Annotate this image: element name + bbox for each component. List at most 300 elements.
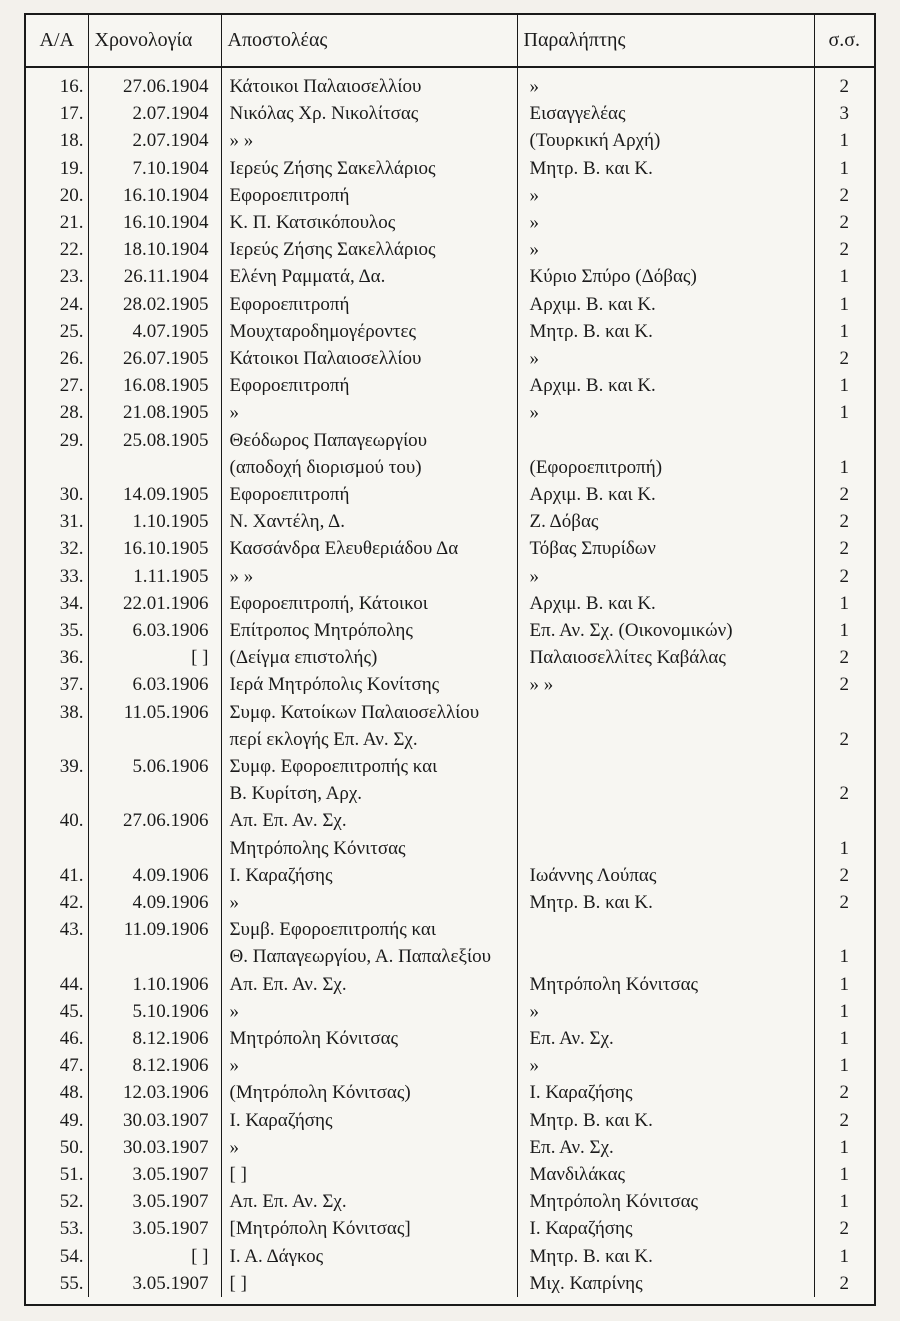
entry-number: 21. (59, 212, 84, 234)
entry-date: 5.10.1906 (88, 998, 221, 1025)
entry-sender (221, 399, 517, 426)
entry-date: 27.06.1906 (88, 807, 221, 861)
pages-value: 2 (839, 76, 849, 97)
recipient-line (530, 835, 814, 862)
table-row (26, 481, 874, 508)
entry-date: 11.09.1906 (88, 916, 221, 970)
sender-line: Ι. Καραζήσης (229, 864, 333, 886)
table-row (26, 1215, 874, 1242)
entry-number: 48. (59, 1082, 84, 1104)
recipient-line: » (529, 76, 539, 97)
entry-recipient (517, 1270, 814, 1297)
recipient-line: » (529, 212, 539, 234)
recipient-line (530, 726, 814, 753)
entry-pages (814, 1188, 874, 1215)
table-row (26, 1270, 874, 1297)
entry-pages (814, 1215, 874, 1242)
entry-number: 34. (59, 592, 84, 614)
entry-date: 22.01.1906 (88, 590, 221, 617)
table-row (26, 617, 874, 644)
recipient-line: Επ. Αν. Σχ. (529, 1136, 614, 1158)
pages-value: 2 (839, 1218, 849, 1240)
entry-number: 32. (59, 538, 84, 560)
sender-line: Εφοροεπιτροπή, Κάτοικοι (229, 592, 428, 614)
entry-pages (814, 699, 874, 753)
recipient-line: Εισαγγελέας (529, 103, 626, 125)
entry-sender (221, 563, 517, 590)
entry-number: 36. (59, 647, 84, 669)
table-row (26, 535, 874, 562)
entry-date: 8.12.1906 (88, 1025, 221, 1052)
entry-recipient (517, 127, 814, 154)
entry-sender (221, 1052, 517, 1079)
sender-line: Μουχταροδημογέροντες (229, 320, 416, 342)
entry-date: 28.02.1905 (88, 291, 221, 318)
entry-date: 26.07.1905 (88, 345, 221, 372)
entry-number: 17. (59, 103, 84, 125)
sender-line: Επίτροπος Μητρόπολης (229, 620, 413, 642)
entry-pages (814, 1107, 874, 1134)
entry-pages (814, 1243, 874, 1270)
entry-pages (814, 291, 874, 318)
entry-recipient (517, 236, 814, 263)
entry-pages (814, 318, 874, 345)
sender-line: Κάτοικοι Παλαιοσελλίου (229, 76, 422, 97)
entry-recipient (517, 862, 814, 889)
entry-number: 47. (59, 1055, 84, 1077)
entry-number: 23. (59, 266, 84, 288)
sender-line: Εφοροεπιτροπή (229, 375, 350, 397)
entry-pages (814, 916, 874, 970)
entry-sender (221, 1270, 517, 1297)
sender-line: [Μητρόπολη Κόνιτσας] (229, 1218, 411, 1240)
entry-sender (221, 1025, 517, 1052)
entry-pages (814, 100, 874, 127)
pages-value: 1 (839, 973, 849, 995)
entry-recipient (517, 535, 814, 562)
sender-line: Νικόλας Χρ. Νικολίτσας (229, 103, 419, 125)
recipient-line: » (529, 1055, 539, 1077)
sender-line: περί εκλογής Επ. Αν. Σχ. (229, 728, 418, 750)
table-row (26, 100, 874, 127)
entry-date: 16.10.1904 (88, 182, 221, 209)
header-sender: Αποστολέας (221, 15, 517, 67)
entry-pages (814, 1052, 874, 1079)
entry-recipient (517, 263, 814, 290)
pages-value: 1 (839, 320, 849, 342)
entry-number: 22. (59, 239, 84, 261)
letters-table (26, 15, 874, 1297)
sender-line: Κάτοικοι Παλαιοσελλίου (229, 348, 422, 370)
sender-line: Ι. Α. Δάγκος (229, 1245, 324, 1267)
recipient-line: Ζ. Δόβας (529, 511, 599, 533)
recipient-line: Αρχιμ. Β. και Κ. (529, 375, 656, 397)
recipient-line: Τόβας Σπυρίδων (529, 538, 656, 560)
letters-table-frame (24, 13, 876, 1306)
entry-recipient (517, 209, 814, 236)
table-row (26, 182, 874, 209)
entry-date: 7.10.1904 (88, 155, 221, 182)
entry-pages (814, 263, 874, 290)
entry-sender (221, 1107, 517, 1134)
recipient-line: Μιχ. Καπρίνης (529, 1272, 643, 1294)
entry-number: 19. (59, 157, 84, 179)
entry-pages (814, 590, 874, 617)
entry-date: 16.08.1905 (88, 372, 221, 399)
table-row (26, 671, 874, 698)
entry-number: 16. (59, 76, 84, 97)
entry-number: 51. (59, 1163, 84, 1185)
table-row (26, 916, 874, 970)
pages-value: 1 (839, 375, 849, 397)
entry-sender (221, 916, 517, 970)
entry-recipient (517, 699, 814, 753)
entry-date: 1.10.1905 (88, 508, 221, 535)
sender-line: Κασσάνδρα Ελευθεριάδου Δα (229, 538, 459, 560)
pages-value: 1 (839, 1027, 849, 1049)
entry-date: 6.03.1906 (88, 617, 221, 644)
table-row (26, 155, 874, 182)
pages-value: 1 (839, 946, 849, 968)
entry-number: 33. (59, 565, 84, 587)
entry-number: 25. (59, 320, 84, 342)
pages-value: 1 (839, 293, 849, 315)
entry-number: 24. (59, 293, 84, 315)
entry-pages (814, 182, 874, 209)
entry-pages (814, 508, 874, 535)
recipient-line: Επ. Αν. Σχ. (Οικονομικών) (529, 620, 733, 642)
entry-sender (221, 671, 517, 698)
pages-value: 2 (839, 538, 849, 560)
pages-value: 1 (839, 1136, 849, 1158)
entry-date: 4.07.1905 (88, 318, 221, 345)
entry-recipient (517, 1079, 814, 1106)
pages-value: 1 (839, 402, 849, 424)
entry-sender (221, 998, 517, 1025)
recipient-line: Αρχιμ. Β. και Κ. (529, 592, 656, 614)
entry-pages (814, 155, 874, 182)
sender-line: Ιερά Μητρόπολις Κονίτσης (229, 674, 440, 696)
table-row (26, 67, 874, 100)
recipient-line: » (529, 184, 539, 206)
recipient-line: Μανδιλάκας (529, 1163, 626, 1185)
pages-spacer (815, 427, 875, 454)
entry-sender (221, 372, 517, 399)
table-row (26, 345, 874, 372)
entry-recipient (517, 291, 814, 318)
pages-value: 1 (839, 592, 849, 614)
entry-number: 44. (59, 973, 84, 995)
recipient-line: Κύριο Σπύρο (Δόβας) (529, 266, 697, 288)
recipient-line: Αρχιμ. Β. και Κ. (529, 293, 656, 315)
table-row (26, 1161, 874, 1188)
entry-sender (221, 1215, 517, 1242)
table-row (26, 372, 874, 399)
entry-sender (221, 127, 517, 154)
entry-date: 1.11.1905 (88, 563, 221, 590)
table-row (26, 998, 874, 1025)
entry-recipient (517, 1188, 814, 1215)
entry-pages (814, 127, 874, 154)
table-row (26, 318, 874, 345)
entry-number: 50. (59, 1136, 84, 1158)
entry-sender (221, 971, 517, 998)
sender-line: » » (229, 130, 254, 152)
pages-value: 1 (839, 1055, 849, 1077)
recipient-line: » (529, 402, 539, 424)
table-row (26, 1107, 874, 1134)
entry-recipient (517, 617, 814, 644)
pages-value: 1 (839, 456, 849, 478)
entry-sender (221, 236, 517, 263)
table-row (26, 644, 874, 671)
entry-date: 27.06.1904 (88, 67, 221, 100)
entry-sender (221, 318, 517, 345)
pages-value: 1 (839, 1191, 849, 1213)
entry-pages (814, 563, 874, 590)
entry-recipient (517, 998, 814, 1025)
entry-pages (814, 481, 874, 508)
recipient-line: » (529, 239, 539, 261)
entry-date: 6.03.1906 (88, 671, 221, 698)
entry-sender (221, 1188, 517, 1215)
entry-recipient (517, 1134, 814, 1161)
table-row (26, 263, 874, 290)
entry-recipient (517, 399, 814, 426)
entry-pages (814, 236, 874, 263)
table-row (26, 1243, 874, 1270)
entry-recipient (517, 671, 814, 698)
entry-sender (221, 753, 517, 807)
entry-date: 3.05.1907 (88, 1215, 221, 1242)
entry-sender (221, 427, 517, 481)
pages-value: 2 (839, 891, 849, 913)
sender-line: » (229, 891, 239, 913)
recipient-line (530, 807, 814, 834)
sender-line: Ι. Καραζήσης (229, 1109, 333, 1131)
entry-date: 16.10.1905 (88, 535, 221, 562)
recipient-line: Ιωάννης Λούπας (529, 864, 657, 886)
entry-pages (814, 753, 874, 807)
pages-value: 1 (839, 1245, 849, 1267)
entry-sender (221, 155, 517, 182)
entry-recipient (517, 372, 814, 399)
sender-line: » (229, 1136, 239, 1158)
entry-sender (221, 617, 517, 644)
entry-pages (814, 862, 874, 889)
table-row (26, 1025, 874, 1052)
sender-line: Β. Κυρίτση, Αρχ. (229, 783, 363, 805)
entry-recipient (517, 481, 814, 508)
entry-sender (221, 291, 517, 318)
sender-line: Συμβ. Εφοροεπιτροπής και (229, 919, 436, 941)
entry-date: 26.11.1904 (88, 263, 221, 290)
entry-number: 39. (59, 756, 84, 778)
entry-number: 53. (59, 1218, 84, 1240)
sender-line: (Δείγμα επιστολής) (229, 647, 378, 669)
entry-recipient (517, 345, 814, 372)
entry-date: 2.07.1904 (88, 127, 221, 154)
entry-sender (221, 1243, 517, 1270)
entry-recipient (517, 1107, 814, 1134)
sender-line: Ιερεύς Ζήσης Σακελλάριος (229, 157, 436, 179)
sender-line: Απ. Επ. Αν. Σχ. (229, 810, 347, 832)
sender-line: (Μητρόπολη Κόνιτσας) (229, 1082, 411, 1104)
table-row (26, 862, 874, 889)
entry-recipient (517, 67, 814, 100)
table-row (26, 1188, 874, 1215)
table-header-row (26, 15, 874, 67)
entry-recipient (517, 182, 814, 209)
entry-number: 35. (59, 620, 84, 642)
entry-number: 18. (59, 130, 84, 152)
entry-number: 28. (59, 402, 84, 424)
sender-line: Ελένη Ραμματά, Δα. (229, 266, 386, 288)
recipient-line: Μητρ. Β. και Κ. (529, 157, 653, 179)
pages-value: 1 (839, 837, 849, 859)
entry-pages (814, 671, 874, 698)
sender-line: Θ. Παπαγεωργίου, Α. Παπαλεξίου (229, 946, 491, 968)
entry-recipient (517, 563, 814, 590)
entry-sender (221, 67, 517, 100)
table-body (26, 67, 874, 1297)
entry-sender (221, 508, 517, 535)
pages-value: 2 (839, 1082, 849, 1104)
sender-line: Θεόδωρος Παπαγεωργίου (229, 429, 428, 451)
sender-line: Μητρόπολη Κόνιτσας (229, 1027, 399, 1049)
recipient-line (530, 780, 814, 807)
recipient-line: » (529, 348, 539, 370)
entry-number: 30. (59, 484, 84, 506)
entry-sender (221, 263, 517, 290)
entry-recipient (517, 1243, 814, 1270)
recipient-line: » (529, 1000, 539, 1022)
table-row (26, 127, 874, 154)
pages-spacer (815, 699, 875, 726)
entry-recipient (517, 1025, 814, 1052)
entry-pages (814, 1270, 874, 1297)
recipient-line: Παλαιοσελλίτες Καβάλας (529, 647, 726, 669)
entry-recipient (517, 155, 814, 182)
entry-sender (221, 345, 517, 372)
pages-spacer (815, 916, 875, 943)
table-row (26, 699, 874, 753)
sender-line: (αποδοχή διορισμού του) (229, 456, 422, 478)
entry-number: 43. (59, 919, 84, 941)
recipient-line (530, 943, 814, 970)
entry-pages (814, 807, 874, 861)
recipient-line: Μητρόπολη Κόνιτσας (529, 1191, 699, 1213)
entry-date: 5.06.1906 (88, 753, 221, 807)
entry-sender (221, 1134, 517, 1161)
pages-spacer (815, 753, 875, 780)
entry-number: 41. (59, 864, 84, 886)
pages-value: 2 (839, 484, 849, 506)
recipient-line (530, 916, 814, 943)
recipient-line (530, 699, 814, 726)
entry-sender (221, 535, 517, 562)
sender-line: Ιερεύς Ζήσης Σακελλάριος (229, 239, 436, 261)
entry-pages (814, 209, 874, 236)
pages-value: 2 (839, 674, 849, 696)
pages-value: 2 (839, 511, 849, 533)
entry-date: 4.09.1906 (88, 862, 221, 889)
entry-date: 4.09.1906 (88, 889, 221, 916)
entry-recipient (517, 1215, 814, 1242)
sender-line: Απ. Επ. Αν. Σχ. (229, 1191, 347, 1213)
entry-sender (221, 1161, 517, 1188)
sender-line: Συμφ. Κατοίκων Παλαιοσελλίου (229, 701, 480, 723)
sender-line: Εφοροεπιτροπή (229, 184, 350, 206)
table-row (26, 1079, 874, 1106)
table-row (26, 1052, 874, 1079)
table-row (26, 399, 874, 426)
recipient-line: Ι. Καραζήσης (529, 1218, 633, 1240)
entry-pages (814, 1134, 874, 1161)
entry-sender (221, 644, 517, 671)
entry-sender (221, 699, 517, 753)
entry-number: 20. (59, 184, 84, 206)
entry-number: 52. (59, 1191, 84, 1213)
pages-value: 1 (839, 266, 849, 288)
pages-value: 1 (839, 130, 849, 152)
entry-date: 11.05.1906 (88, 699, 221, 753)
entry-date: 18.10.1904 (88, 236, 221, 263)
recipient-line: Μητρ. Β. και Κ. (529, 1245, 653, 1267)
recipient-line: Ι. Καραζήσης (529, 1082, 633, 1104)
entry-pages (814, 399, 874, 426)
entry-recipient (517, 971, 814, 998)
table-row (26, 508, 874, 535)
entry-recipient (517, 807, 814, 861)
entry-recipient (517, 753, 814, 807)
pages-value: 1 (839, 1163, 849, 1185)
entry-recipient (517, 508, 814, 535)
entry-sender (221, 1079, 517, 1106)
entry-sender (221, 807, 517, 861)
entry-pages (814, 617, 874, 644)
table-row (26, 889, 874, 916)
pages-value: 2 (839, 864, 849, 886)
recipient-line: Μητρ. Β. και Κ. (529, 1109, 653, 1131)
entry-pages (814, 372, 874, 399)
recipient-line: (Εφοροεπιτροπή) (529, 456, 663, 478)
entry-sender (221, 481, 517, 508)
entry-number: 49. (59, 1109, 84, 1131)
table-row (26, 590, 874, 617)
pages-value: 2 (839, 1272, 849, 1294)
sender-line: » (229, 402, 239, 424)
entry-number: 54. (59, 1245, 84, 1267)
entry-date: 30.03.1907 (88, 1134, 221, 1161)
table-row (26, 807, 874, 861)
recipient-line: » (529, 565, 539, 587)
entry-recipient (517, 1161, 814, 1188)
entry-pages (814, 535, 874, 562)
table-row (26, 427, 874, 481)
entry-date: 25.08.1905 (88, 427, 221, 481)
recipient-line (530, 753, 814, 780)
entry-recipient (517, 644, 814, 671)
recipient-line: Αρχιμ. Β. και Κ. (529, 484, 656, 506)
recipient-line: Μητρ. Β. και Κ. (529, 891, 653, 913)
table-row (26, 1134, 874, 1161)
entry-number: 37. (59, 674, 84, 696)
table-row (26, 563, 874, 590)
entry-pages (814, 644, 874, 671)
pages-value: 2 (839, 348, 849, 370)
entry-pages (814, 971, 874, 998)
